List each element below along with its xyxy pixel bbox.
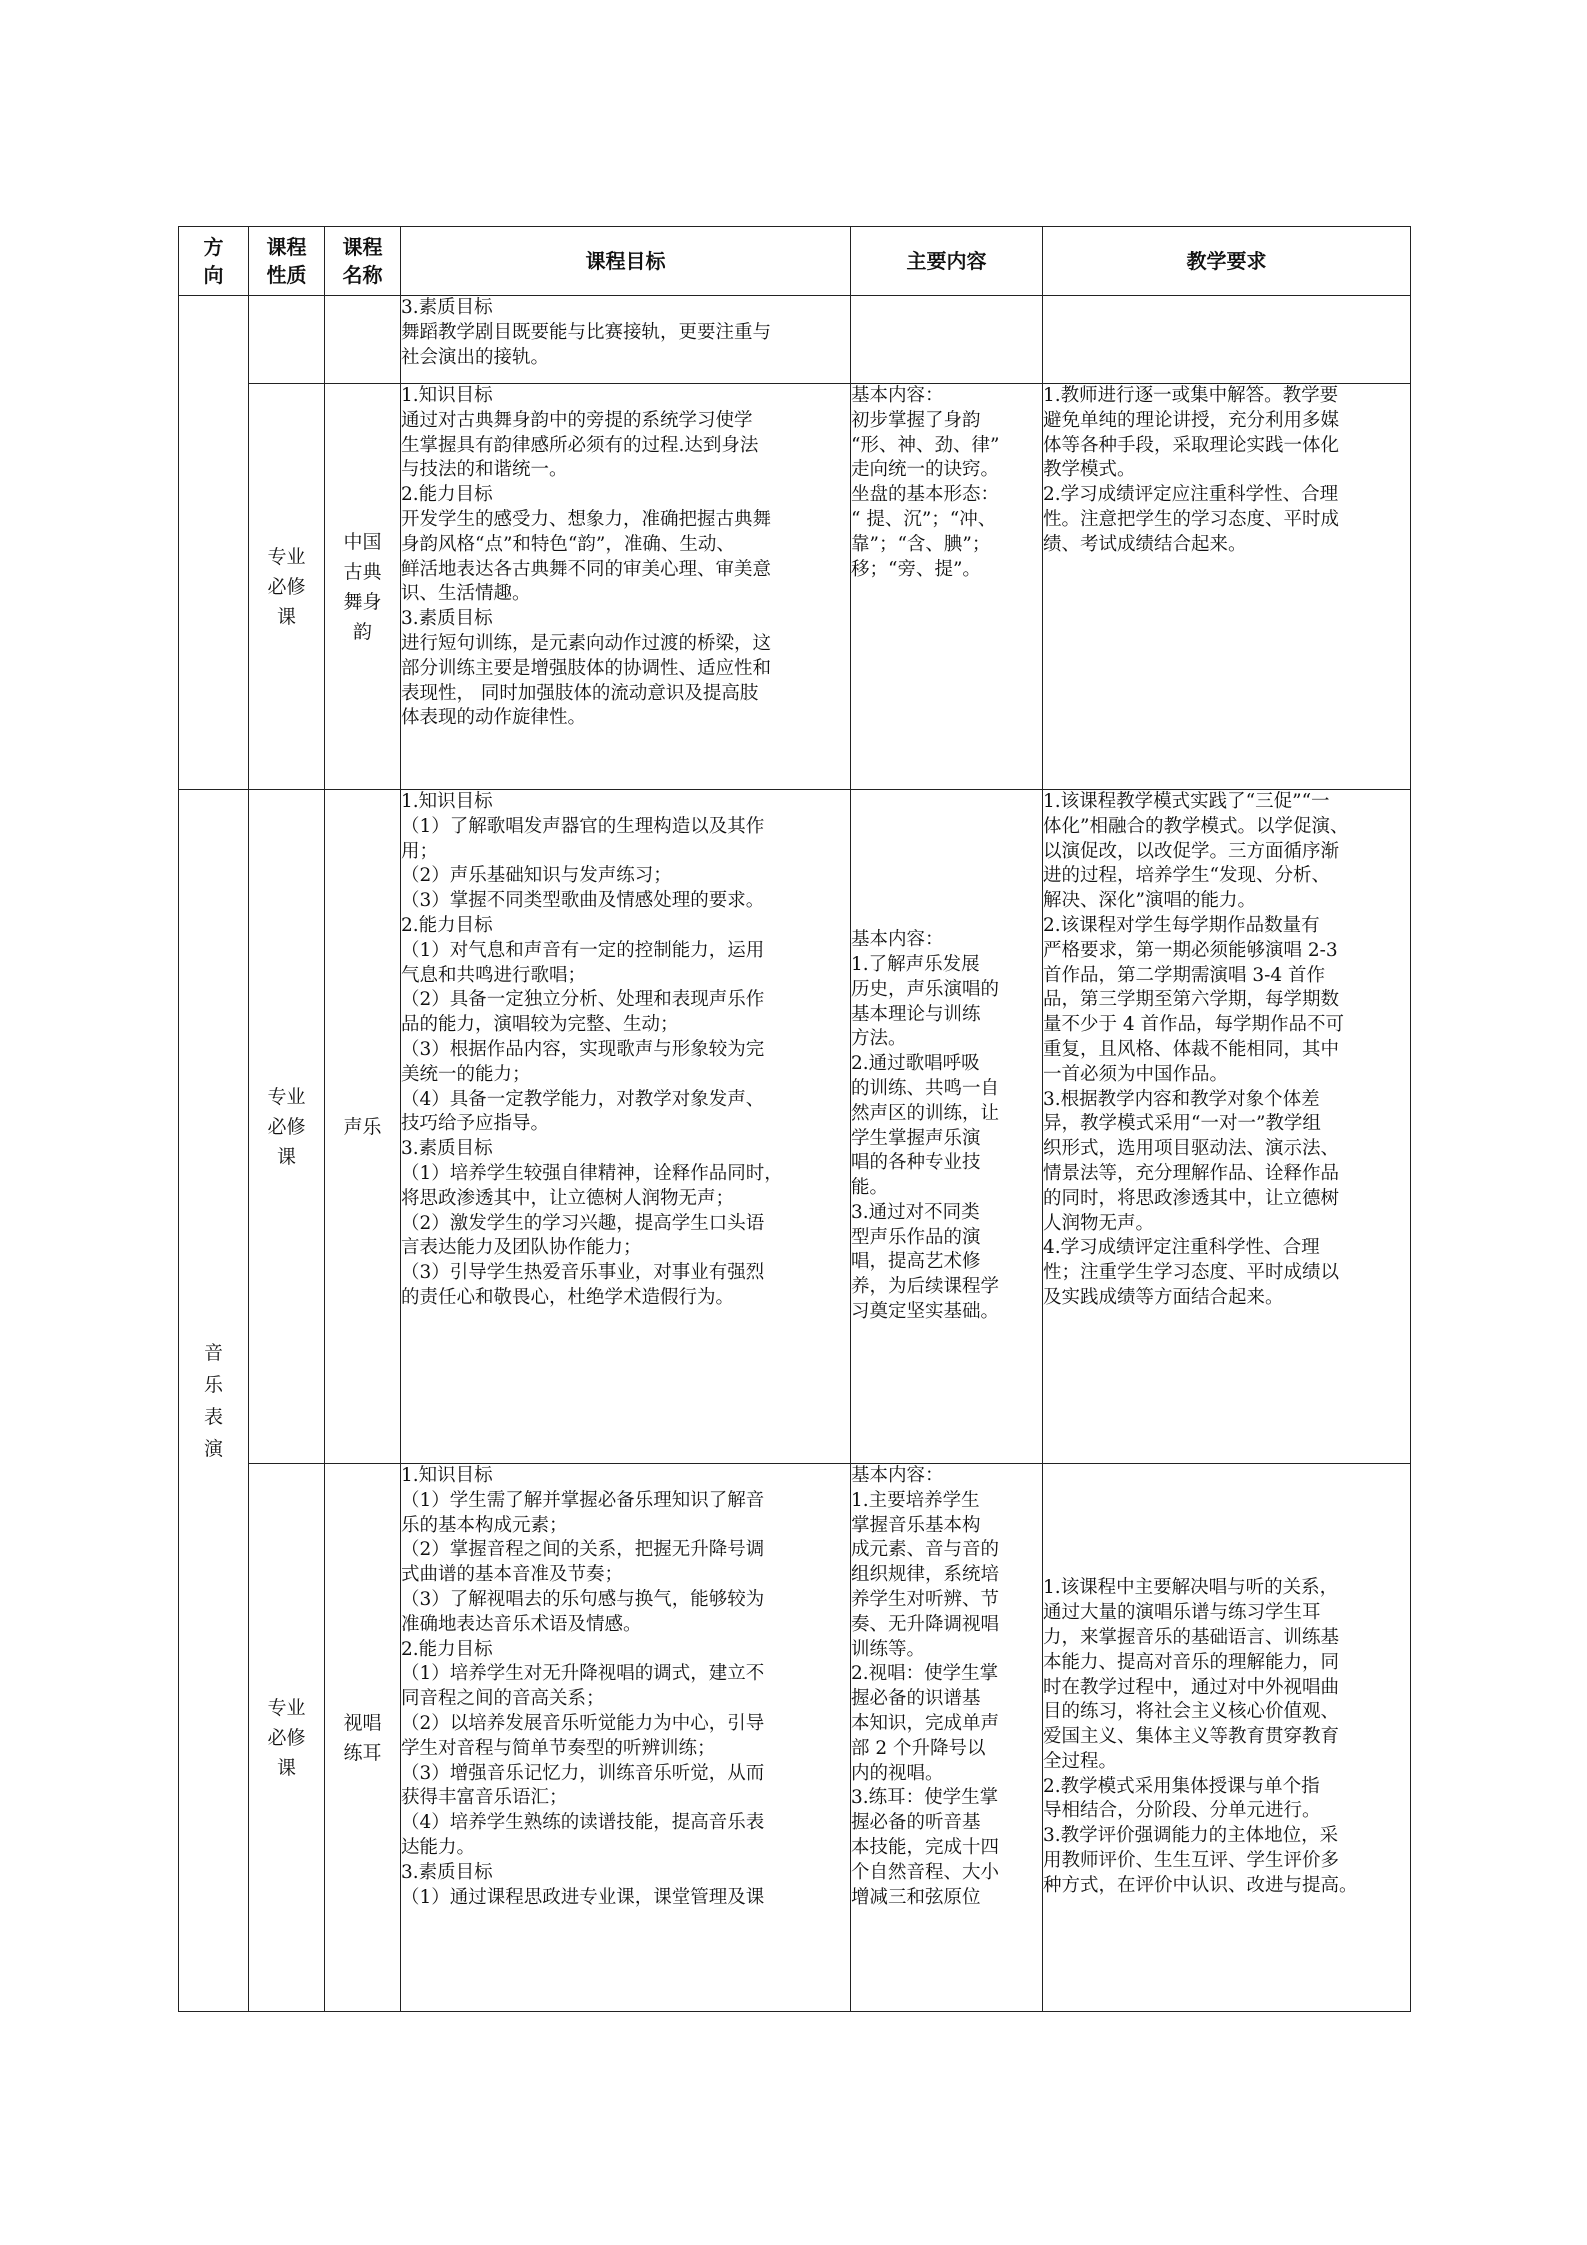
teaching-requirement-text: 1.该课程中主要解决唱与听的关系， 通过大量的演唱乐谱与练习学生耳 力，来掌握音乐的基础语言、训练基 本能力、提高对音乐的理解能力，同 时在教学过程中，通过对中外视唱曲 目的练习，将社会主义核心价值观、 爱国主义、集体主义等教育贯穿教育 全过程。 2.教学模式采用集体授课与单个指 导相结合，分阶段、分单元进行。 3.教学评价强调能力的主体地位，采 用教师评价、生生互评、学生评价多 种方式，在评价中认识、改进与提高。: [1043, 1577, 1358, 1896]
main-content-cell: [851, 296, 1043, 384]
table-header-row: [179, 227, 1411, 296]
teaching-requirement-cell: 1.教师进行逐一或集中解答。教学要 避免单纯的理论讲授，充分利用多媒 体等各种手段，采取理论实践一体化 教学模式。 2.学习成绩评定应注重科学性、合理 性。注意把学生的学习态度、平时成 绩、考试成绩结合起来。: [1043, 384, 1411, 790]
header-course-goal: 课程目标: [401, 227, 851, 296]
course-table: [178, 226, 1411, 2012]
table-row: [179, 790, 1411, 1464]
header-main-content: 主要内容: [851, 227, 1043, 296]
teaching-requirement-cell: [1043, 296, 1411, 384]
table-row: [179, 384, 1411, 790]
main-content-cell: [851, 790, 1043, 1464]
teaching-requirement-cell: 1.该课程教学模式实践了“三促”“一 体化”相融合的教学模式。以学促演、 以演促改，以改促学。三方面循序渐 进的过程，培养学生“发现、分析、 解决、深化”演唱的能力。 2.该课程对学生每学期作品数量有 严格要求，第一期必须能够演唱 2-3 首作品，第二学期需演唱 3-4 首作 品，第三学期至第六学期，每学期数 量不少于 4 首作品，每学期作品不可 重复，且风格、体裁不能相同，其中 一首必须为中国作品。 3.根据教学内容和教学对象个体差 异，教学模式采用“一对一”教学组 织形式，选用项目驱动法、演示法、 情景法等，充分理解作品、诠释作品 的同时，将思政渗透其中，让立德树 人润物无声。 4.学习成绩评定注重科学性、合理 性；注重学生学习态度、平时成绩以 及实践成绩等方面结合起来。: [1043, 790, 1411, 1464]
main-content-cell: 基本内容： 1.主要培养学生 掌握音乐基本构 成元素、音与音的 组织规律，系统培 养学生对听辨、节 奏、无升降调视唱 训练等。 2.视唱：使学生掌 握必备的识谱基 本知识，完成单声 部 2 个升降号以 内的视唱。 3.练耳：使学生掌 握必备的听音基 本技能，完成十四 个自然音程、大小 增减三和弦原位: [851, 1464, 1043, 2012]
header-direction: 方 向: [179, 227, 249, 296]
course-goal-cell: 1.知识目标 （1）了解歌唱发声器官的生理构造以及其作 用； （2）声乐基础知识与发声练习； （3）掌握不同类型歌曲及情感处理的要求。 2.能力目标 （1）对气息和声音有一定的控制能力，运用 气息和共鸣进行歌唱； （2）具备一定独立分析、处理和表现声乐作 品的能力，演唱较为完整、生动； （3）根据作品内容，实现歌声与形象较为完 美统一的能力； （4）具备一定教学能力，对教学对象发声、 技巧给予应指导。 3.素质目标 （1）培养学生较强自律精神，诠释作品同时， 将思政渗透其中，让立德树人润物无声； （2）激发学生的学习兴趣，提高学生口头语 言表达能力及团队协作能力； （3）引导学生热爱音乐事业，对事业有强烈 的责任心和敬畏心，杜绝学术造假行为。: [401, 790, 851, 1464]
course-name-cell: 中国 古典 舞身 韵: [325, 384, 401, 790]
table-row: [179, 296, 1411, 384]
nature-cell-empty: [249, 296, 325, 384]
header-teaching-requirement: 教学要求: [1043, 227, 1411, 296]
course-goal-cell: 1.知识目标 （1）学生需了解并掌握必备乐理知识了解音 乐的基本构成元素； （2）掌握音程之间的关系，把握无升降号调 式曲谱的基本音准及节奏； （3）了解视唱去的乐句感与换气，能够较为 准确地表达音乐术语及情感。 2.能力目标 （1）培养学生对无升降视唱的调式，建立不 同音程之间的音高关系； （2）以培养发展音乐听觉能力为中心，引导 学生对音程与简单节奏型的听辨训练； （3）增强音乐记忆力，训练音乐听觉，从而 获得丰富音乐语汇； （4）培养学生熟练的读谱技能，提高音乐表 达能力。 3.素质目标 （1）通过课程思政进专业课，课堂管理及课: [401, 1464, 851, 2012]
course-nature-cell: 专业 必修 课: [249, 1464, 325, 2012]
main-content-text: 基本内容： 1.了解声乐发展 历史，声乐演唱的 基本理论与训练 方法。 2.通过歌唱呼吸 的训练、共鸣一自 然声区的训练，让 学生掌握声乐演 唱的各种专业技 能。 3.通过对不同类 型声乐作品的演 唱，提高艺术修 养，为后续课程学 习奠定坚实基础。: [851, 929, 1000, 1323]
direction-cell: 音 乐 表 演: [179, 790, 249, 2012]
course-name-cell: 视唱 练耳: [325, 1464, 401, 2012]
course-name-cell: 声乐: [325, 790, 401, 1464]
header-course-nature: 课程 性质: [249, 227, 325, 296]
table-row: [179, 1464, 1411, 2012]
course-goal-cell: 3.素质目标 舞蹈教学剧目既要能与比赛接轨，更要注重与 社会演出的接轨。: [401, 296, 851, 384]
header-course-name: 课程 名称: [325, 227, 401, 296]
course-nature-cell: 专业 必修 课: [249, 790, 325, 1464]
course-nature-cell: 专业 必修 课: [249, 384, 325, 790]
course-goal-cell: 1.知识目标 通过对古典舞身韵中的旁提的系统学习使学 生掌握具有韵律感所必须有的过程.达到身法 与技法的和谐统一。 2.能力目标 开发学生的感受力、想象力，准确把握古典舞 身韵风格“点”和特色“韵”，准确、生动、 鲜活地表达各古典舞不同的审美心理、审美意 识、生活情趣。 3.素质目标 进行短句训练，是元素向动作过渡的桥梁，这 部分训练主要是增强肢体的协调性、适应性和 表现性， 同时加强肢体的流动意识及提高肢 体表现的动作旋律性。: [401, 384, 851, 790]
main-content-cell: 基本内容： 初步掌握了身韵 “形、神、劲、律” 走向统一的诀窍。 坐盘的基本形态： “ 提、沉”；“冲、 靠”；“含、腆”； 移；“旁、提”。: [851, 384, 1043, 790]
direction-cell-empty: [179, 296, 249, 790]
teaching-requirement-cell: [1043, 1464, 1411, 2012]
name-cell-empty: [325, 296, 401, 384]
